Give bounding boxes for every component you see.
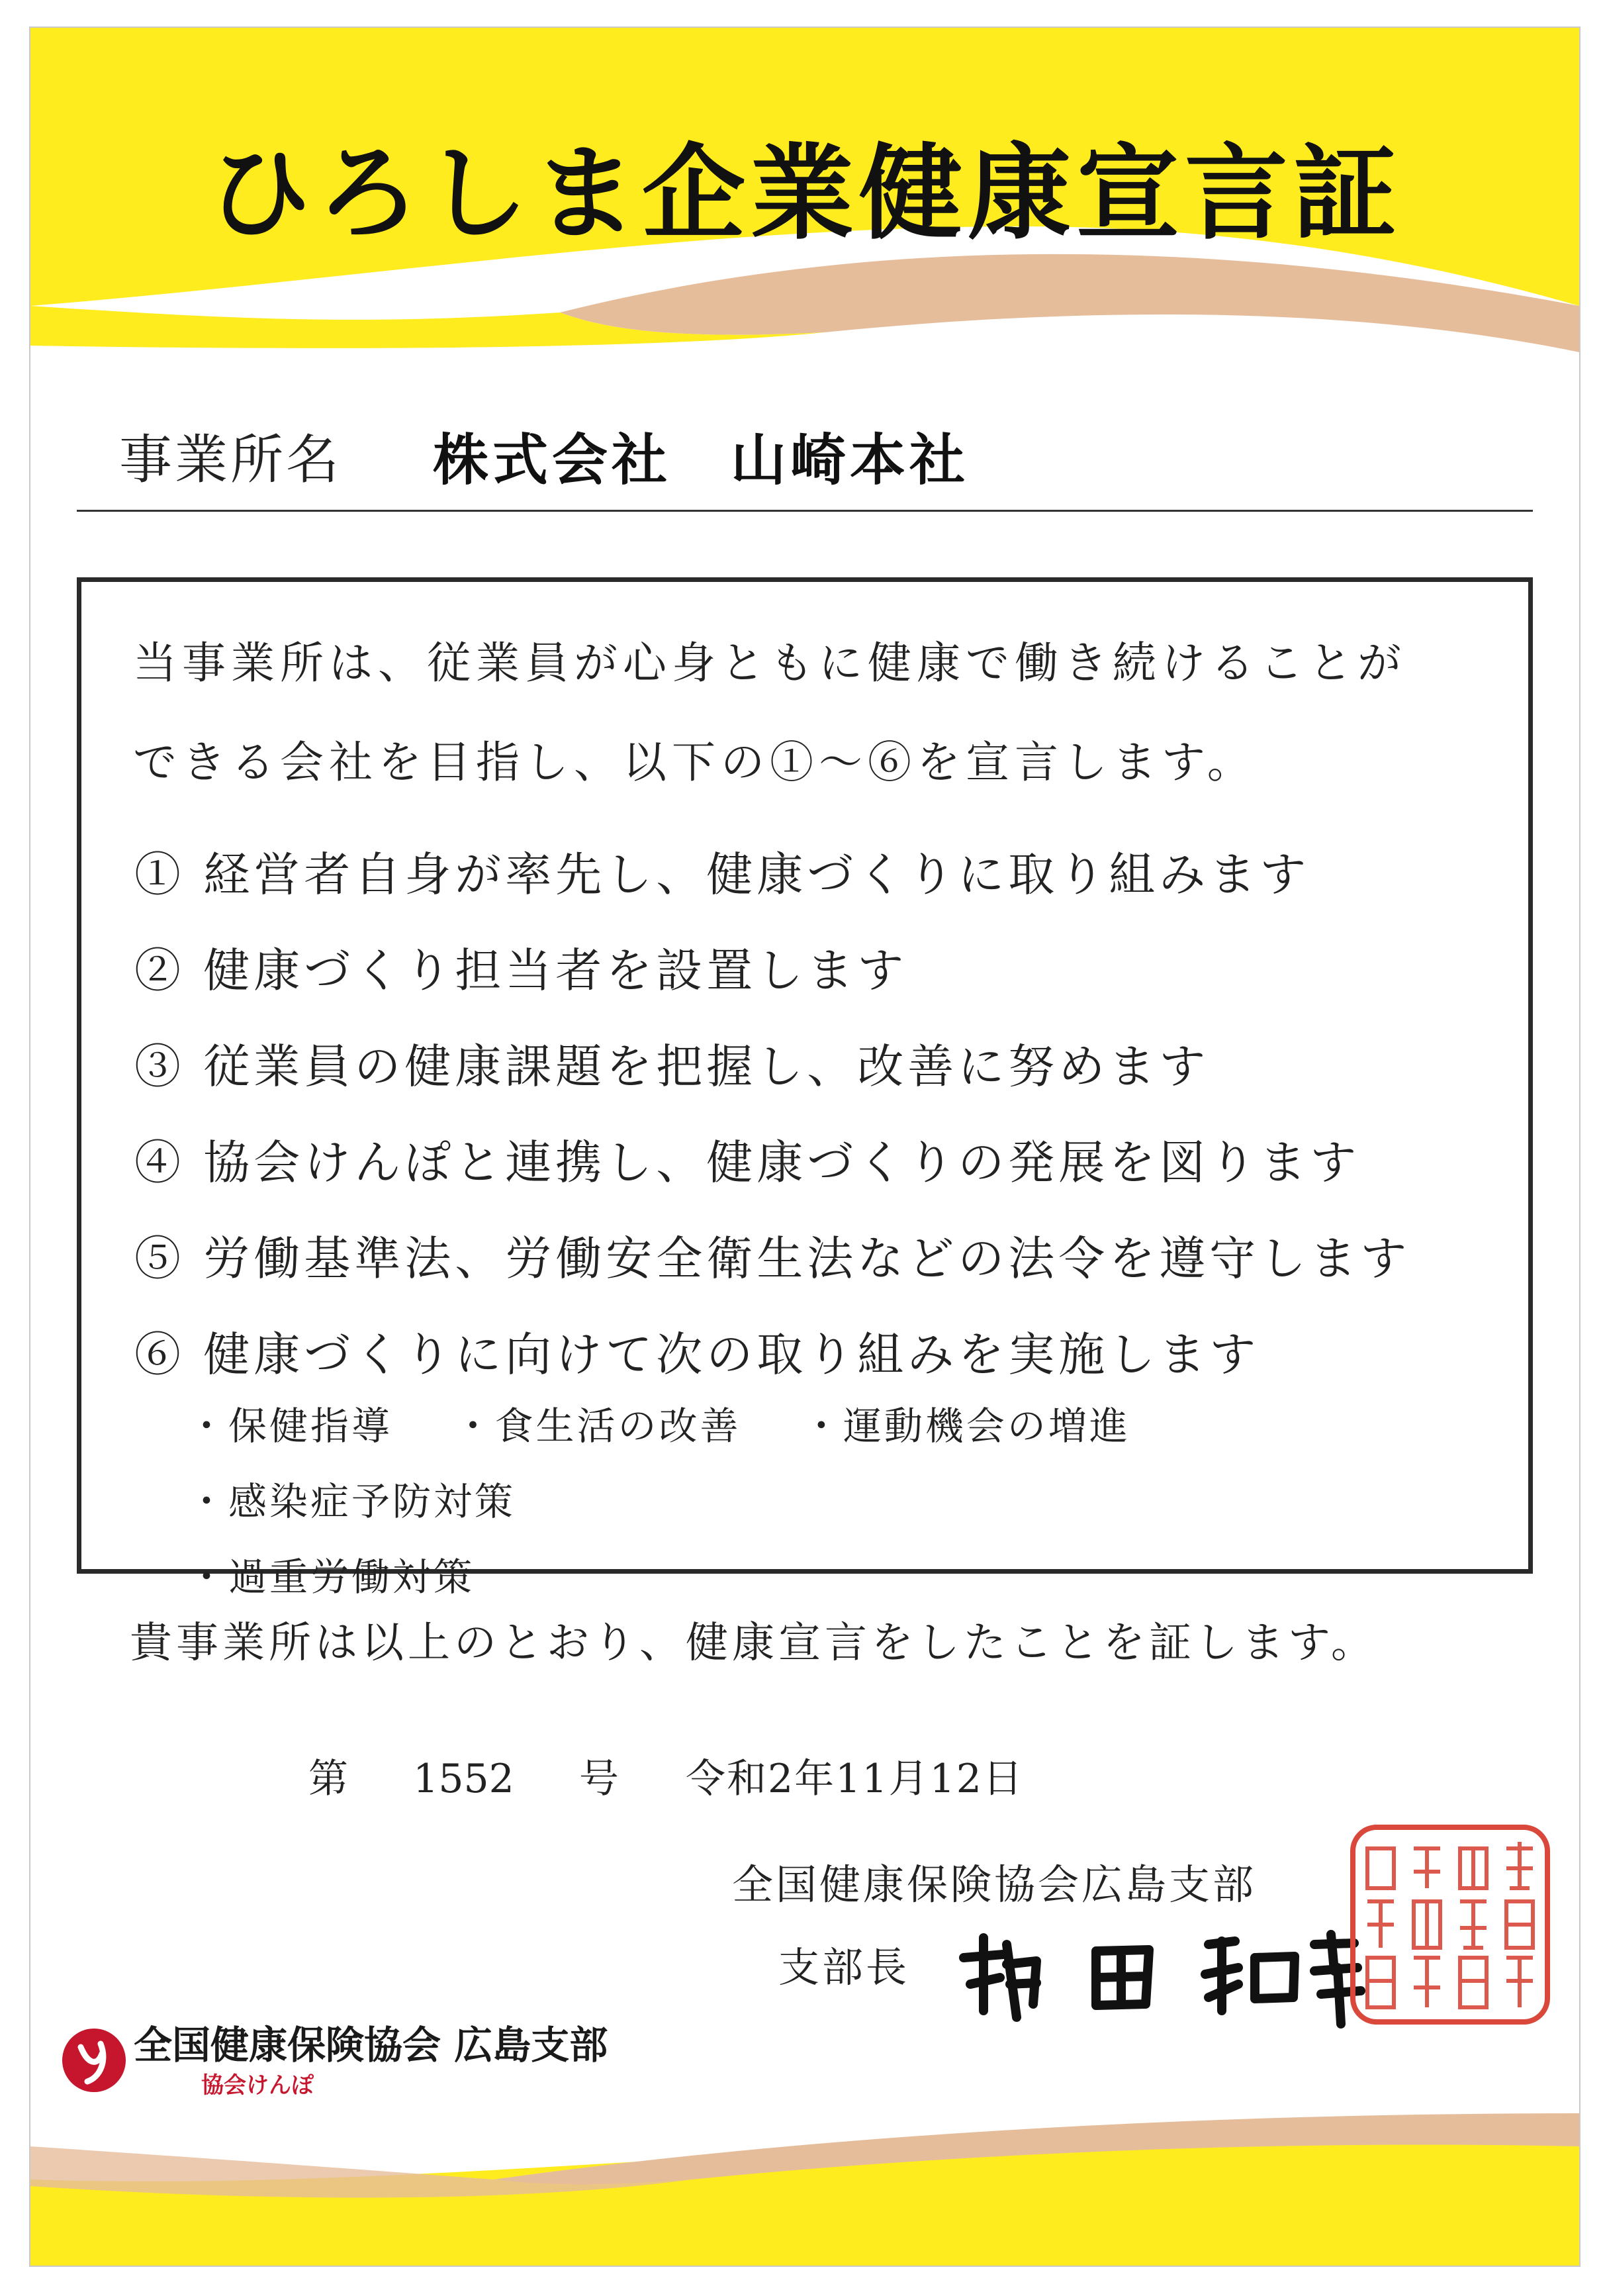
- logo-subtitle: 協会けんぽ: [201, 2072, 314, 2099]
- number-suffix: 号: [579, 1756, 619, 1802]
- issuer-name: 全国健康保険協会広島支部: [732, 1860, 1257, 1909]
- declaration-item-1: ① 経営者自身が率先し、健康づくりに取り組みます: [134, 847, 1310, 902]
- director-title: 支部長: [778, 1943, 910, 1991]
- declaration-item-5: ⑤ 労働基準法、労働安全衛生法などの法令を遵守します: [134, 1231, 1411, 1286]
- company-row: [77, 417, 1533, 503]
- number-value: 1552: [413, 1756, 514, 1802]
- initiative-item: ・感染症予防対策: [187, 1479, 516, 1524]
- declaration-item-2: ② 健康づくり担当者を設置します: [134, 943, 908, 998]
- intro-line-2: できる会社を目指し、以下の①～⑥を宣言します。: [133, 737, 1256, 788]
- initiative-item: ・食生活の改善: [453, 1404, 741, 1449]
- logo-name: 全国健康保険協会 広島支部: [134, 2023, 608, 2068]
- initiative-item: ・運動機会の増進: [802, 1404, 1130, 1449]
- intro-text: [133, 614, 1490, 812]
- initiative-list: [187, 1388, 1498, 1615]
- handwritten-signature: [944, 1918, 1367, 2031]
- declaration-item-4: ④ 協会けんぽと連携し、健康づくりの発展を図ります: [134, 1135, 1361, 1190]
- page-title: ひろしま企業健康宣言証: [208, 132, 1402, 254]
- company-name: 株式会社 山崎本社: [433, 427, 970, 493]
- declaration-box: [77, 577, 1533, 1600]
- certification-statement: 貴事業所は以上のとおり、健康宣言をしたことを証します。: [130, 1619, 1377, 1668]
- bottom-decorative-band: [30, 2107, 1579, 2266]
- company-underline: [77, 510, 1533, 512]
- certificate-number: [308, 1749, 619, 1809]
- issue-date: 令和2年11月12日: [686, 1756, 1024, 1802]
- declaration-item-3: ③ 従業員の健康課題を把握し、改善に努めます: [134, 1039, 1210, 1094]
- certificate-frame: [29, 26, 1581, 2267]
- initiative-item: ・過重労働対策: [187, 1555, 475, 1600]
- official-seal: [1341, 1815, 1559, 2034]
- initiative-item: ・保健指導: [187, 1404, 393, 1449]
- declaration-list: [134, 827, 1498, 1403]
- logo-mark-icon: [61, 2027, 127, 2093]
- number-prefix: 第: [308, 1756, 348, 1802]
- company-label: 事業所名: [119, 429, 342, 491]
- declaration-item-6: ⑥ 健康づくりに向けて次の取り組みを実施します: [134, 1327, 1260, 1382]
- intro-line-1: 当事業所は、従業員が心身ともに健康で働き続けることが: [133, 638, 1406, 689]
- association-logo: [61, 2014, 657, 2113]
